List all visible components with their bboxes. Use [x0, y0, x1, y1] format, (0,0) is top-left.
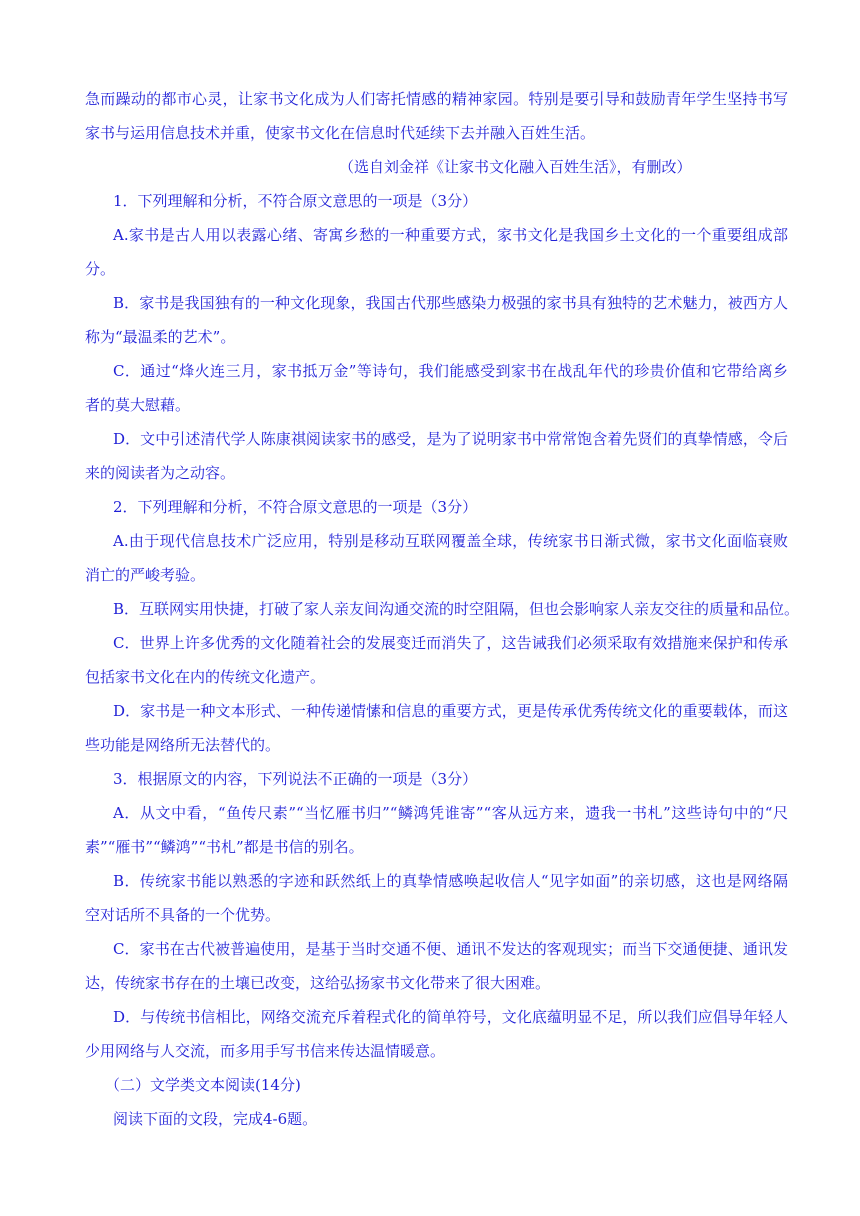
question-stem-1: 1．下列理解和分析，不符合原文意思的一项是（3分）	[113, 192, 478, 210]
q2-option-a-cont: 消亡的严峻考验。	[85, 566, 206, 584]
q3-option-d: D．与传统书信相比，网络交流充斥着程式化的简单符号，文化底蕴明显不足，所以我们应倡导年轻人	[113, 1008, 788, 1026]
q2-option-b: B．互联网实用快捷，打破了家人亲友间沟通交流的时空阻隔，但也会影响家人亲友交往的质量和品位。	[113, 600, 800, 618]
q2-option-a: A.由于现代信息技术广泛应用，特别是移动互联网覆盖全球，传统家书日渐式微，家书文化面临衰败	[113, 532, 788, 550]
q3-option-d-cont: 少用网络与人交流，而多用手写书信来传达温情暖意。	[85, 1042, 446, 1060]
q3-option-c: C．家书在古代被普遍使用，是基于当时交通不便、通讯不发达的客观现实；而当下交通便捷、通讯发	[113, 940, 788, 958]
question-stem-2: 2．下列理解和分析，不符合原文意思的一项是（3分）	[113, 498, 478, 516]
q2-option-c: C．世界上许多优秀的文化随着社会的发展变迁而消失了，这告诫我们必须采取有效措施来保护和传承	[113, 634, 788, 652]
q2-option-d-cont: 些功能是网络所无法替代的。	[85, 736, 281, 754]
q3-option-a-cont: 素”“雁书”“鳞鸿”“书札”都是书信的别名。	[85, 838, 364, 856]
q2-option-d: D．家书是一种文本形式、一种传递情愫和信息的重要方式，更是传承优秀传统文化的重要载体，而这	[113, 702, 788, 720]
passage-source: （选自刘金祥《让家书文化融入百姓生活》，有删改）	[339, 158, 692, 176]
q3-option-c-cont: 达，传统家书存在的土壤已改变，这给弘扬家书文化带来了很大困难。	[85, 974, 551, 992]
passage-line: 家书与运用信息技术并重，使家书文化在信息时代延续下去并融入百姓生活。	[85, 124, 596, 142]
q1-option-b-cont: 称为“最温柔的艺术”。	[85, 328, 236, 346]
q1-option-a: A.家书是古人用以表露心绪、寄寓乡愁的一种重要方式，家书文化是我国乡土文化的一个重要组成部	[113, 226, 788, 244]
reading-instruction: 阅读下面的文段，完成4-6题。	[113, 1110, 318, 1128]
q1-option-a-cont: 分。	[85, 260, 116, 278]
section-heading: （二）文学类文本阅读(14分)	[105, 1076, 301, 1094]
q1-option-c: C．通过“烽火连三月，家书抵万金”等诗句，我们能感受到家书在战乱年代的珍贵价值和它带给离乡	[113, 362, 788, 380]
q1-option-b: B．家书是我国独有的一种文化现象，我国古代那些感染力极强的家书具有独特的艺术魅力，被西方人	[113, 294, 788, 312]
q2-option-c-cont: 包括家书文化在内的传统文化遗产。	[85, 668, 326, 686]
q3-option-b-cont: 空对话所不具备的一个优势。	[85, 906, 281, 924]
q3-option-a: A．从文中看，“鱼传尺素”“当忆雁书归”“鳞鸿凭谁寄”“客从远方来，遗我一书札”这些诗句中的“尺	[113, 804, 788, 822]
question-stem-3: 3．根据原文的内容，下列说法不正确的一项是（3分）	[113, 770, 478, 788]
q1-option-d: D．文中引述清代学人陈康祺阅读家书的感受，是为了说明家书中常常饱含着先贤们的真挚情感，令后	[113, 430, 788, 448]
q1-option-c-cont: 者的莫大慰藉。	[85, 396, 191, 414]
q1-option-d-cont: 来的阅读者为之动容。	[85, 464, 236, 482]
q3-option-b: B．传统家书能以熟悉的字迹和跃然纸上的真挚情感唤起收信人“见字如面”的亲切感，这也是网络隔	[113, 872, 788, 890]
passage-line: 急而躁动的都市心灵，让家书文化成为人们寄托情感的精神家园。特别是要引导和鼓励青年学生坚持书写	[85, 90, 788, 108]
